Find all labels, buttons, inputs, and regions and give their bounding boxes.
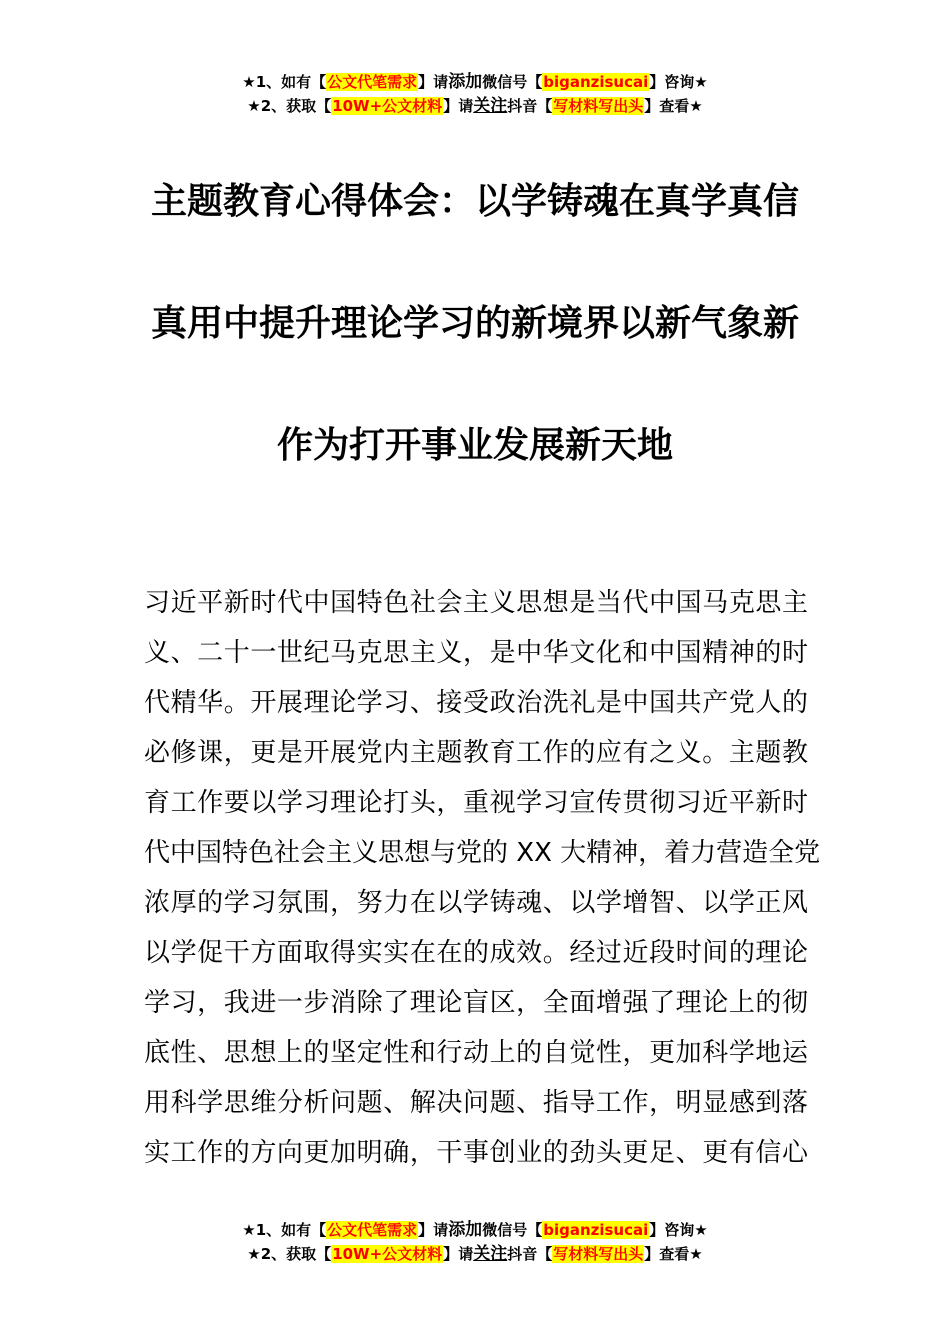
promo-2-emphasis: 关注	[473, 96, 508, 116]
body-line: 实工作的方向更加明确，干事创业的劲头更足、更有信心	[144, 1138, 808, 1168]
body-line: 浓厚的学习氛围，努力在以学铸魂、以学增智、以学正风	[144, 888, 808, 918]
promo-1-highlight-wechat: biganzisucai	[543, 73, 649, 91]
body-line: 习近平新时代中国特色社会主义思想是当代中国马克思主	[144, 588, 808, 618]
title-line-2: 真用中提升理论学习的新境界以新气象新	[150, 303, 799, 344]
promo-2-highlight-materials: 10W+公文材料	[332, 97, 443, 115]
promo-1-suffix: 】咨询★	[649, 73, 708, 91]
promo-line-1	[0, 1218, 950, 1242]
body-line: 学习，我进一步消除了理论盲区，全面增强了理论上的彻	[144, 988, 808, 1018]
promo-1-middle: 】请	[418, 73, 449, 91]
promo-2-suffix: 】查看★	[644, 1245, 703, 1263]
promo-2-prefix: ★2、获取【	[247, 97, 332, 115]
body-line: 义、二十一世纪马克思主义，是中华文化和中国精神的时	[144, 638, 808, 668]
body-line: 用科学思维分析问题、解决问题、指导工作，明显感到落	[144, 1088, 808, 1118]
body-line: 代中国特色社会主义思想与党的 XX 大精神，着力营造全党	[144, 838, 821, 868]
body-line: 以学促干方面取得实实在在的成效。经过近段时间的理论	[144, 938, 808, 968]
promo-2-emphasis: 关注	[473, 1244, 508, 1264]
promo-1-highlight-service: 公文代笔需求	[327, 1221, 418, 1239]
promo-1-emphasis: 添加	[448, 72, 483, 92]
promo-1-suffix: 】咨询★	[649, 1221, 708, 1239]
promo-2-suffix: 】查看★	[644, 97, 703, 115]
promo-1-prefix: ★1、如有【	[242, 1221, 327, 1239]
promo-1-middle-2: 微信号【	[482, 73, 543, 91]
promo-1-middle-2: 微信号【	[482, 1221, 543, 1239]
title-line-3: 作为打开事业发展新天地	[276, 425, 673, 466]
promo-1-highlight-service: 公文代笔需求	[327, 73, 418, 91]
body-line: 底性、思想上的坚定性和行动上的自觉性，更加科学地运	[144, 1038, 808, 1068]
promo-2-highlight-materials: 10W+公文材料	[332, 1245, 443, 1263]
promo-1-highlight-wechat: biganzisucai	[543, 1221, 649, 1239]
promo-line-2	[0, 94, 950, 118]
promo-2-prefix: ★2、获取【	[247, 1245, 332, 1263]
title-line-1: 主题教育心得体会：以学铸魂在真学真信	[150, 181, 799, 222]
promo-2-middle-2: 抖音【	[507, 1245, 553, 1263]
promo-2-middle-2: 抖音【	[507, 97, 553, 115]
promo-2-middle: 】请	[443, 97, 474, 115]
promo-footer	[0, 1218, 950, 1266]
promo-2-middle: 】请	[443, 1245, 474, 1263]
document-title	[100, 141, 850, 507]
promo-line-1	[0, 70, 950, 94]
promo-2-highlight-douyin: 写材料写出头	[553, 97, 644, 115]
body-line: 代精华。开展理论学习、接受政治洗礼是中国共产党人的	[144, 688, 808, 718]
promo-1-middle: 】请	[418, 1221, 449, 1239]
promo-1-prefix: ★1、如有【	[242, 73, 327, 91]
promo-line-2	[0, 1242, 950, 1266]
promo-1-emphasis: 添加	[448, 1220, 483, 1240]
promo-header	[0, 70, 950, 118]
body-line: 育工作要以学习理论打头，重视学习宣传贯彻习近平新时	[144, 788, 808, 818]
body-line: 必修课，更是开展党内主题教育工作的应有之义。主题教	[144, 738, 808, 768]
promo-2-highlight-douyin: 写材料写出头	[553, 1245, 644, 1263]
body-paragraph	[144, 578, 821, 1178]
